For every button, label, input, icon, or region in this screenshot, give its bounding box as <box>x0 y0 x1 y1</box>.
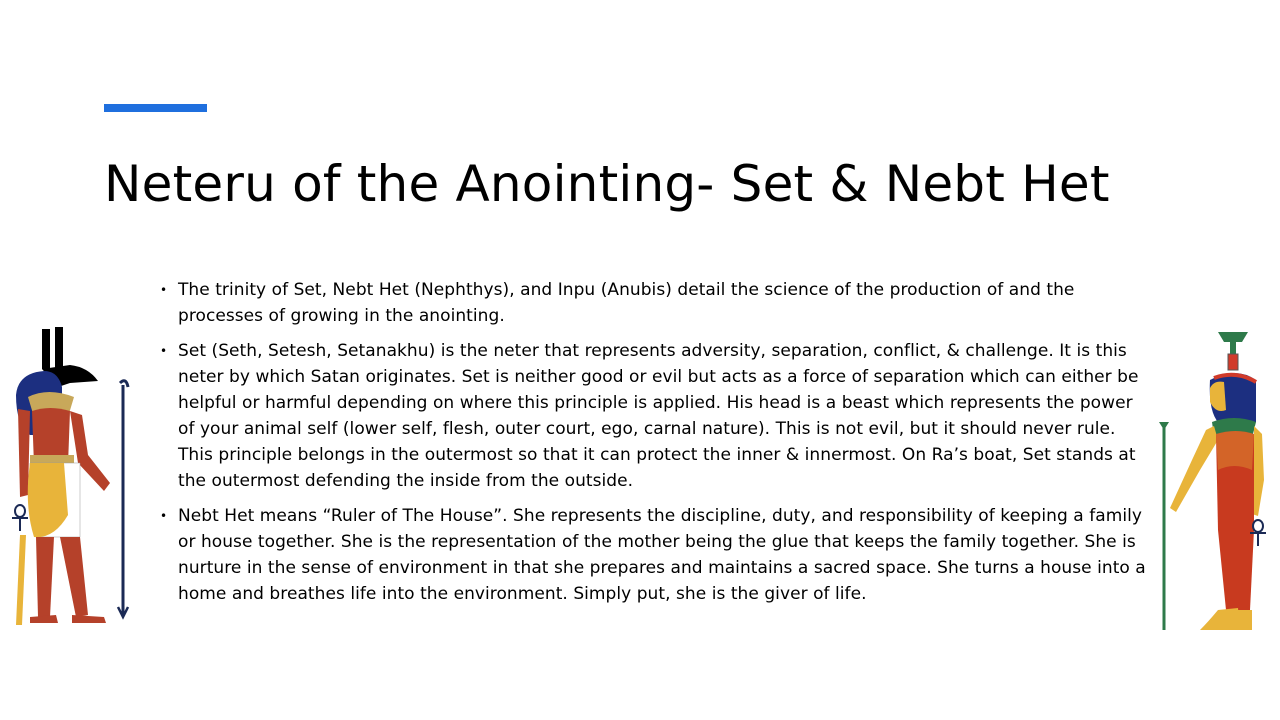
title-accent-bar <box>104 104 207 112</box>
bullet-icon: • <box>160 283 168 297</box>
set-deity-illustration <box>8 325 138 630</box>
bullet-item <box>160 503 1152 607</box>
bullet-icon: • <box>160 509 168 523</box>
slide-title: Neteru of the Anointing- Set & Nebt Het <box>104 155 1110 213</box>
bullet-list <box>160 277 1152 616</box>
bullet-text: The trinity of Set, Nebt Het (Nephthys), and Inpu (Anubis) detail the science of the production of and the processes of growing in the anointing. <box>178 280 1075 326</box>
bullet-item <box>160 338 1152 494</box>
bullet-icon: • <box>160 344 168 358</box>
bullet-text: Set (Seth, Setesh, Setanakhu) is the neter that represents adversity, separation, conflict, & challenge. It is this neter by which Satan originates. Set is neither good or evil but acts as a force of separation which can either be helpful or harmful depending on where this principle is applied. His head is a beast which represents the power of your animal self (lower self, flesh, outer court, ego, carnal nature). This is not evil, but it should never rule. This principle belongs in the outermost so that it can protect the inner & innermost. On Ra’s boat, Set stands at the outermost defending the inside from the outside. <box>178 341 1139 491</box>
nebt-het-deity-illustration <box>1152 330 1274 635</box>
bullet-item <box>160 277 1152 329</box>
bullet-text: Nebt Het means “Ruler of The House”. She represents the discipline, duty, and responsibility of keeping a family or house together. She is the representation of the mother being the glue that keeps the family together. She is nurture in the sense of environment in that she prepares and maintains a sacred space. She turns a house into a home and breathes life into the environment. Simply put, she is the giver of life. <box>178 506 1146 604</box>
